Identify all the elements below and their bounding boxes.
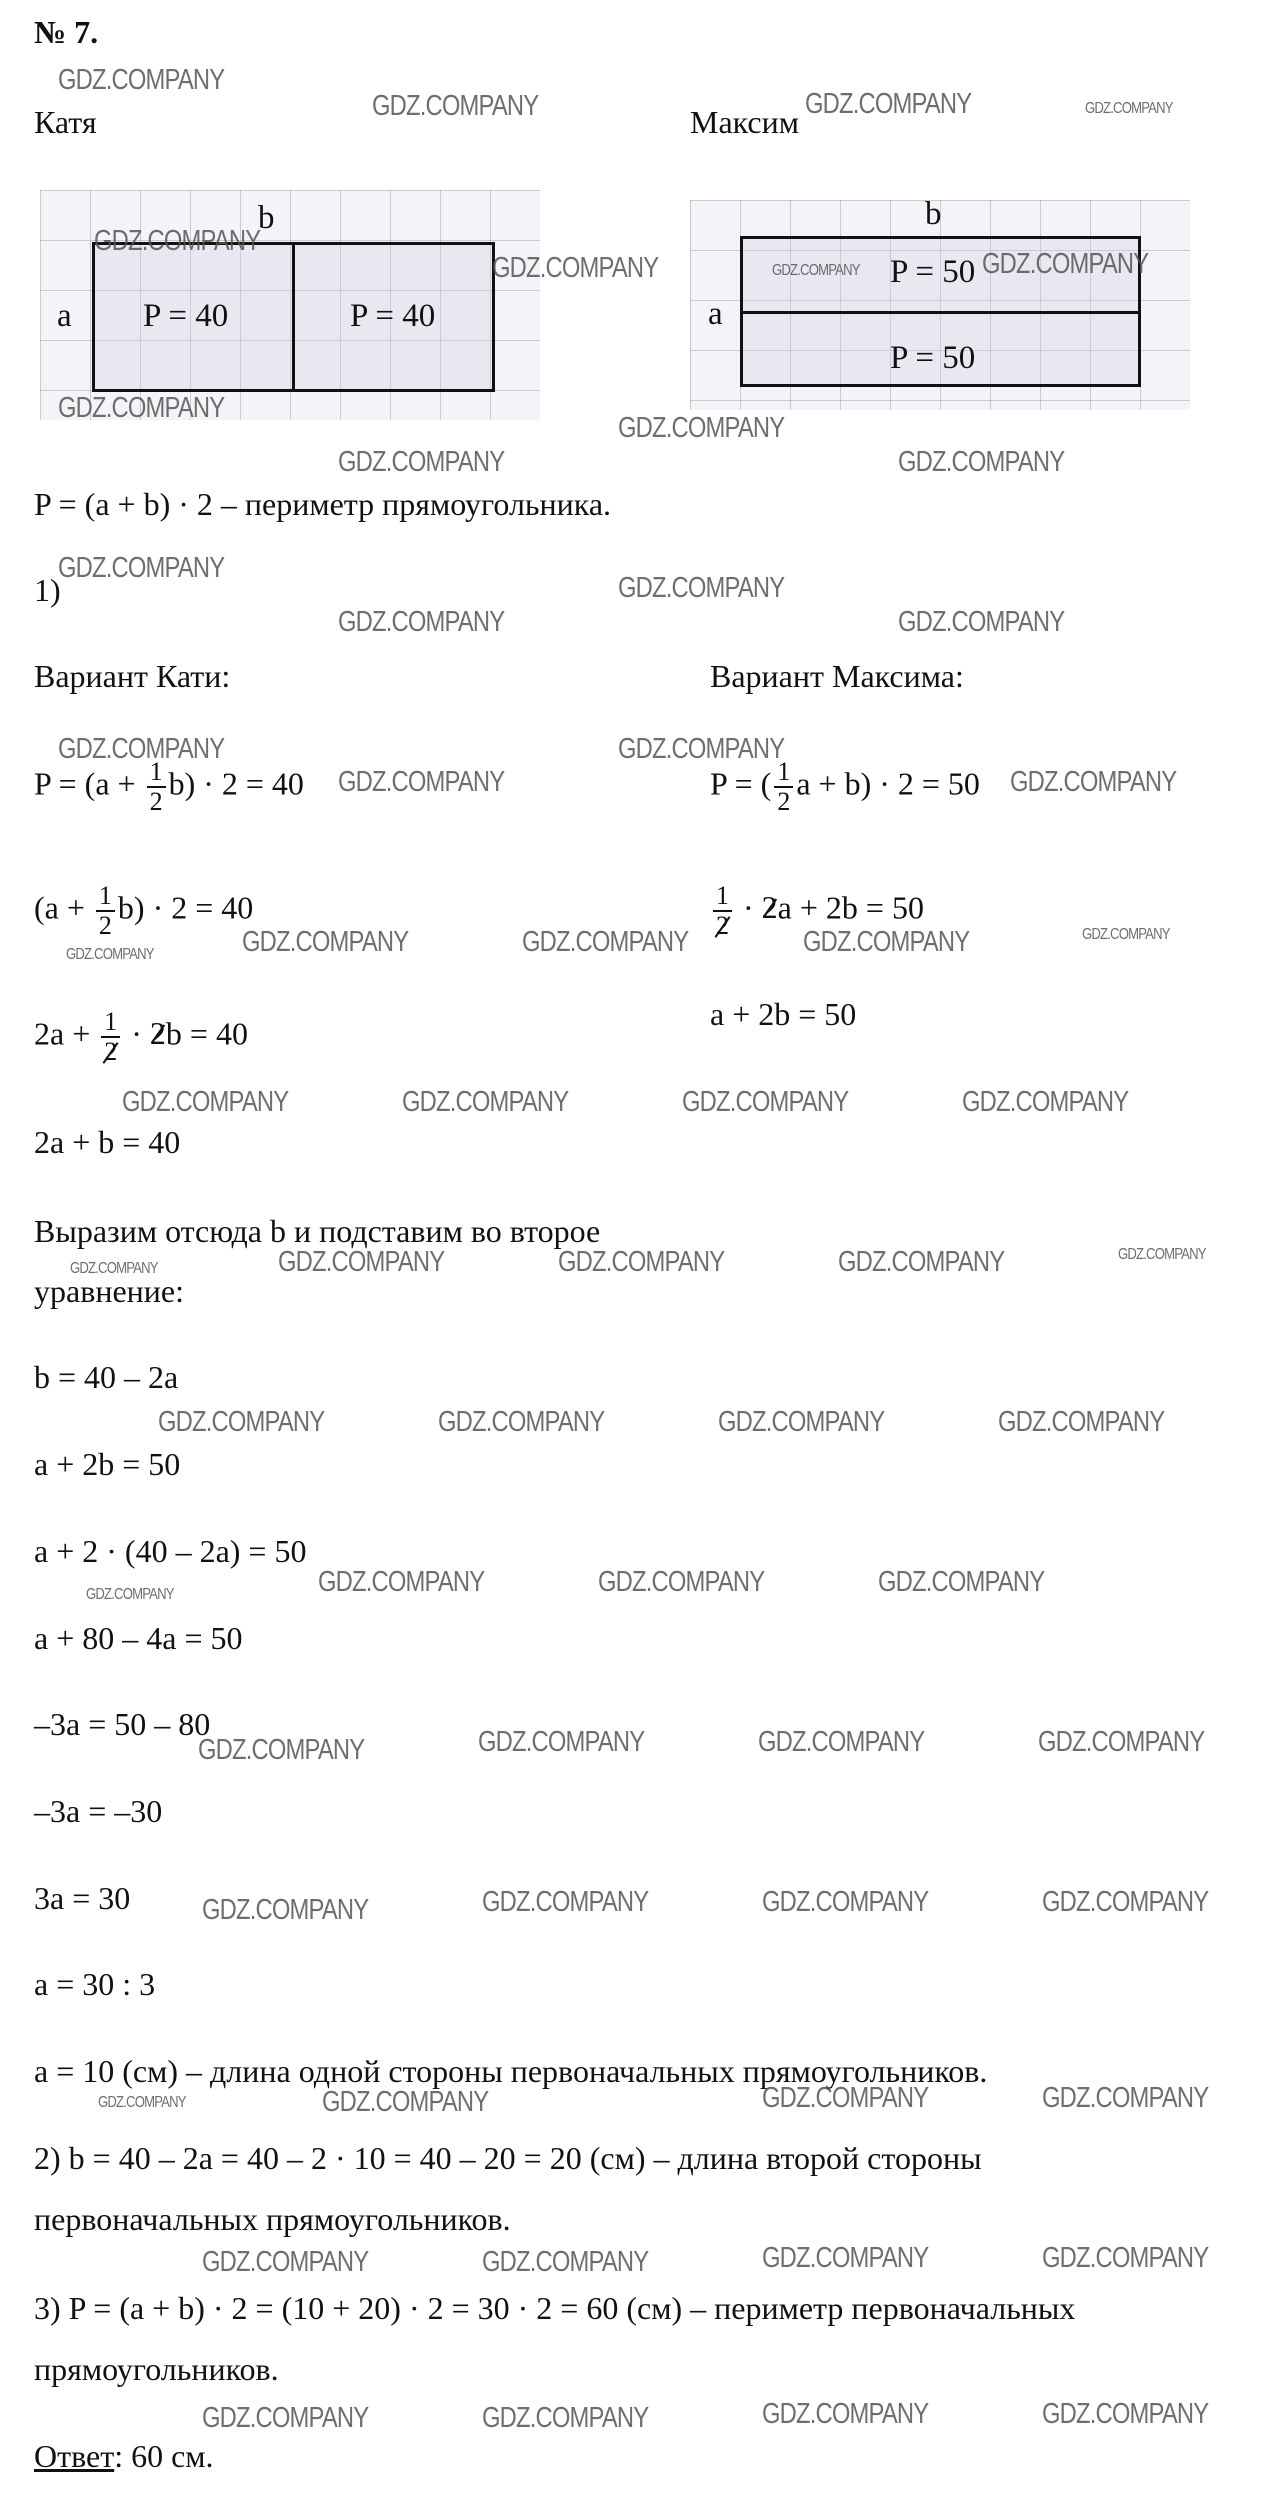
frac-num: 1 <box>713 882 732 912</box>
watermark: GDZ.COMPANY <box>58 552 225 584</box>
watermark: GDZ.COMPANY <box>58 392 225 424</box>
watermark: GDZ.COMPANY <box>838 1246 1005 1278</box>
eq-system: a + 2b = 50 <box>34 1446 181 1482</box>
eq-open: a + 80 – 4a = 50 <box>34 1620 243 1656</box>
katya-p-left: P = 40 <box>143 298 229 334</box>
perimeter-formula: P = (a + b) · 2 – периметр прямоугольника. <box>34 486 612 522</box>
fraction-half <box>774 758 793 816</box>
watermark: GDZ.COMPANY <box>318 1566 485 1598</box>
watermark: GDZ.COMPANY <box>86 1586 174 1603</box>
watermark: GDZ.COMPANY <box>758 1726 925 1758</box>
express-line-1: Выразим отсюда b и подставим во второе <box>34 1213 601 1249</box>
katya-eq-4: 2a + b = 40 <box>34 1124 181 1160</box>
eq-substitute: a + 2 · (40 – 2a) = 50 <box>34 1533 307 1569</box>
maxim-name: Максим <box>690 104 799 140</box>
watermark: GDZ.COMPANY <box>898 446 1065 478</box>
dot: · <box>735 889 762 926</box>
watermark: GDZ.COMPANY <box>718 1406 885 1438</box>
watermark: GDZ.COMPANY <box>1085 100 1173 117</box>
maxim-label-b: b <box>925 196 942 232</box>
watermark: GDZ.COMPANY <box>338 446 505 478</box>
watermark: GDZ.COMPANY <box>278 1246 445 1278</box>
watermark: GDZ.COMPANY <box>762 2082 929 2114</box>
step-1-label: 1) <box>34 572 61 608</box>
step-2-line-1: 2) b = 40 – 2a = 40 – 2 · 10 = 40 – 20 = 20 (см) – длина второй стороны <box>34 2140 982 2176</box>
answer-value: : 60 см. <box>114 2438 214 2474</box>
fraction-half-cancelled <box>101 1008 120 1066</box>
maxim-p-top: P = 50 <box>890 254 976 290</box>
eq-b: b = 40 – 2a <box>34 1359 179 1395</box>
katya-variant-heading: Вариант Кати: <box>34 658 231 694</box>
watermark: GDZ.COMPANY <box>70 1260 158 1277</box>
cancelled-two: 2 <box>761 889 778 926</box>
katya-label-b: b <box>258 200 275 236</box>
maxim-eq-3: a + 2b = 50 <box>710 996 857 1032</box>
eq-div: a = 30 : 3 <box>34 1966 156 2002</box>
frac-num: 1 <box>147 758 166 788</box>
frac-num: 1 <box>96 882 115 912</box>
fraction-half <box>96 882 115 940</box>
eq-3a: 3a = 30 <box>34 1880 131 1916</box>
step-3-line-1: 3) P = (a + b) · 2 = (10 + 20) · 2 = 30 · 2 = 60 (см) – периметр первоначальных <box>34 2290 1076 2326</box>
watermark: GDZ.COMPANY <box>98 2094 186 2111</box>
watermark: GDZ.COMPANY <box>198 1734 365 1766</box>
watermark: GDZ.COMPANY <box>66 946 154 963</box>
watermark: GDZ.COMPANY <box>618 412 785 444</box>
answer <box>34 2438 214 2474</box>
watermark: GDZ.COMPANY <box>772 262 860 279</box>
problem-number: № 7. <box>34 14 99 50</box>
frac-num: 1 <box>774 758 793 788</box>
katya-eq-1-pre: P = (a + <box>34 765 144 802</box>
eq-minus3a: –3a = 50 – 80 <box>34 1706 211 1742</box>
watermark: GDZ.COMPANY <box>202 2402 369 2434</box>
watermark: GDZ.COMPANY <box>1042 2398 1209 2430</box>
fraction-half-cancelled <box>713 882 732 940</box>
step-2-line-2: первоначальных прямоугольников. <box>34 2201 511 2237</box>
maxim-label-a: a <box>708 296 723 332</box>
katya-eq-1 <box>34 758 304 816</box>
watermark: GDZ.COMPANY <box>338 606 505 638</box>
maxim-p-bottom: P = 50 <box>890 340 976 376</box>
katya-eq-2-post: b) · 2 = 40 <box>117 889 254 926</box>
watermark: GDZ.COMPANY <box>762 2398 929 2430</box>
cancelled-two: 2 <box>149 1015 166 1052</box>
fraction-half <box>147 758 166 816</box>
watermark: GDZ.COMPANY <box>1010 766 1177 798</box>
watermark: GDZ.COMPANY <box>438 1406 605 1438</box>
watermark: GDZ.COMPANY <box>962 1086 1129 1118</box>
watermark: GDZ.COMPANY <box>158 1406 325 1438</box>
watermark: GDZ.COMPANY <box>762 2242 929 2274</box>
katya-eq-3-post: b = 40 <box>165 1015 248 1052</box>
maxim-eq-1-pre: P = ( <box>710 765 772 802</box>
katya-eq-2-pre: (a + <box>34 889 93 926</box>
watermark: GDZ.COMPANY <box>682 1086 849 1118</box>
watermark: GDZ.COMPANY <box>598 1566 765 1598</box>
katya-name: Катя <box>34 104 97 140</box>
watermark: GDZ.COMPANY <box>94 225 261 257</box>
katya-eq-1-post: b) · 2 = 40 <box>168 765 304 802</box>
watermark: GDZ.COMPANY <box>1042 2242 1209 2274</box>
watermark: GDZ.COMPANY <box>522 926 689 958</box>
watermark: GDZ.COMPANY <box>482 2246 649 2278</box>
watermark: GDZ.COMPANY <box>1038 1726 1205 1758</box>
dot: · <box>123 1015 150 1052</box>
katya-eq-3 <box>34 1008 248 1066</box>
watermark: GDZ.COMPANY <box>58 64 225 96</box>
maxim-eq-2-post: a + 2b = 50 <box>777 889 924 926</box>
katya-label-a: a <box>57 298 72 334</box>
express-line-2: уравнение: <box>34 1273 184 1309</box>
watermark: GDZ.COMPANY <box>402 1086 569 1118</box>
watermark: GDZ.COMPANY <box>803 926 970 958</box>
watermark: GDZ.COMPANY <box>202 1894 369 1926</box>
eq-minus3a-2: –3a = –30 <box>34 1793 163 1829</box>
watermark: GDZ.COMPANY <box>1042 1886 1209 1918</box>
frac-num: 1 <box>101 1008 120 1038</box>
frac-den-cancelled: 2 <box>713 912 732 940</box>
watermark: GDZ.COMPANY <box>878 1566 1045 1598</box>
watermark: GDZ.COMPANY <box>558 1246 725 1278</box>
watermark: GDZ.COMPANY <box>998 1406 1165 1438</box>
step-3-line-2: прямоугольников. <box>34 2351 279 2387</box>
maxim-variant-heading: Вариант Максима: <box>710 658 964 694</box>
watermark: GDZ.COMPANY <box>482 1886 649 1918</box>
watermark: GDZ.COMPANY <box>322 2086 489 2118</box>
katya-eq-2 <box>34 882 253 940</box>
watermark: GDZ.COMPANY <box>762 1886 929 1918</box>
watermark: GDZ.COMPANY <box>805 88 972 120</box>
frac-den: 2 <box>149 787 163 816</box>
watermark: GDZ.COMPANY <box>58 733 225 765</box>
watermark: GDZ.COMPANY <box>482 2402 649 2434</box>
katya-eq-3-pre: 2a + <box>34 1015 99 1052</box>
eq-a10: a = 10 (см) – длина одной стороны первоначальных прямоугольников. <box>34 2053 988 2089</box>
watermark: GDZ.COMPANY <box>618 733 785 765</box>
watermark: GDZ.COMPANY <box>338 766 505 798</box>
watermark: GDZ.COMPANY <box>372 90 539 122</box>
watermark: GDZ.COMPANY <box>1042 2082 1209 2114</box>
watermark: GDZ.COMPANY <box>492 252 659 284</box>
frac-den-cancelled: 2 <box>101 1038 120 1066</box>
katya-p-right: P = 40 <box>350 298 436 334</box>
maxim-eq-1 <box>710 758 980 816</box>
frac-den: 2 <box>777 787 791 816</box>
watermark: GDZ.COMPANY <box>242 926 409 958</box>
watermark: GDZ.COMPANY <box>618 572 785 604</box>
watermark: GDZ.COMPANY <box>1082 926 1170 943</box>
watermark: GDZ.COMPANY <box>202 2246 369 2278</box>
watermark: GDZ.COMPANY <box>1118 1246 1206 1263</box>
frac-den: 2 <box>98 911 112 940</box>
maxim-eq-1-post: a + b) · 2 = 50 <box>796 765 980 802</box>
watermark: GDZ.COMPANY <box>982 248 1149 280</box>
watermark: GDZ.COMPANY <box>122 1086 289 1118</box>
answer-label: Ответ <box>34 2438 115 2474</box>
watermark: GDZ.COMPANY <box>478 1726 645 1758</box>
watermark: GDZ.COMPANY <box>898 606 1065 638</box>
